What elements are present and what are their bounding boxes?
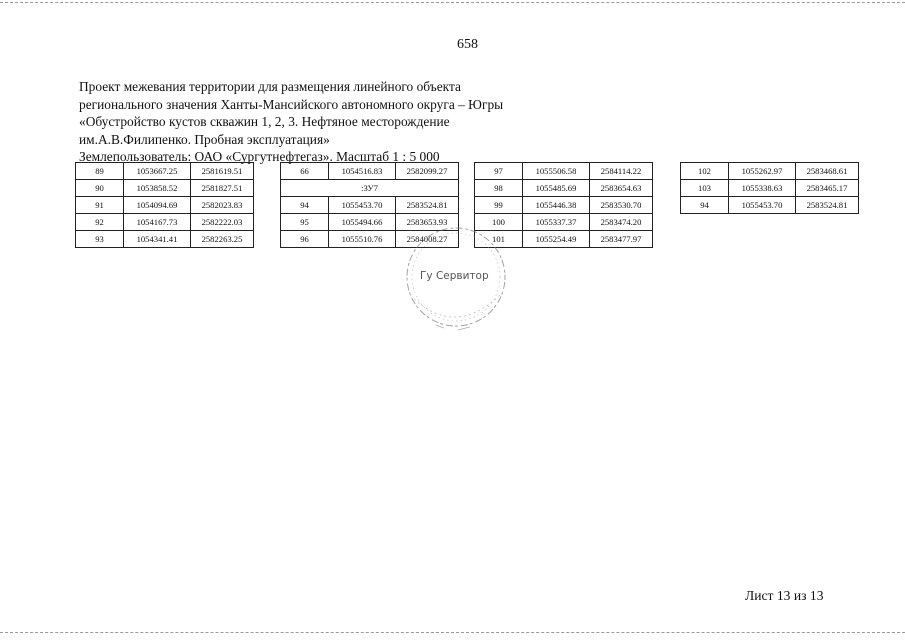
point-number: 100: [475, 214, 523, 231]
table-row: [76, 180, 254, 197]
table-row: [76, 214, 254, 231]
point-number: 103: [681, 180, 729, 197]
point-number: 95: [281, 214, 329, 231]
x-coordinate: 1054341.41: [124, 231, 191, 248]
stamp-text: Гу Сервитор: [420, 270, 489, 282]
point-number: 102: [681, 163, 729, 180]
x-coordinate: 1054516.83: [329, 163, 396, 180]
x-coordinate: 1053858.52: [124, 180, 191, 197]
x-coordinate: 1055262.97: [729, 163, 796, 180]
bottom-scan-edge: [0, 632, 905, 633]
x-coordinate: 1055453.70: [729, 197, 796, 214]
y-coordinate: 2583474.20: [590, 214, 653, 231]
table-row: [76, 231, 254, 248]
x-coordinate: 1055485.69: [523, 180, 590, 197]
point-number: 94: [681, 197, 729, 214]
point-number: 93: [76, 231, 124, 248]
document-title: [79, 78, 599, 166]
x-coordinate: 1055254.49: [523, 231, 590, 248]
sheet-number: Лист 13 из 13: [745, 588, 824, 603]
y-coordinate: 2584114.22: [590, 163, 653, 180]
point-number: 90: [76, 180, 124, 197]
y-coordinate: 2582099.27: [396, 163, 459, 180]
coordinates-table-4: [680, 162, 859, 214]
point-number: 97: [475, 163, 523, 180]
x-coordinate: 1055337.37: [523, 214, 590, 231]
y-coordinate: 2583468.61: [796, 163, 859, 180]
x-coordinate: 1055494.66: [329, 214, 396, 231]
land-user-and-scale: Землепользователь: ОАО «Сургутнефтегаз». Масштаб 1 : 5 000: [79, 149, 440, 165]
table-row: [475, 180, 653, 197]
x-coordinate: 1055453.70: [329, 197, 396, 214]
x-coordinate: 1054094.69: [124, 197, 191, 214]
point-number: 96: [281, 231, 329, 248]
y-coordinate: 2583477.97: [590, 231, 653, 248]
point-number: 98: [475, 180, 523, 197]
round-seal-stamp-icon: [396, 217, 526, 335]
coordinates-table-1: [75, 162, 254, 248]
y-coordinate: 2582222.03: [191, 214, 254, 231]
y-coordinate: 2583530.70: [590, 197, 653, 214]
x-coordinate: 1055510.76: [329, 231, 396, 248]
x-coordinate: 1053667.25: [124, 163, 191, 180]
point-number: 94: [281, 197, 329, 214]
y-coordinate: 2581827.51: [191, 180, 254, 197]
point-number: 91: [76, 197, 124, 214]
point-number: 89: [76, 163, 124, 180]
table-row: [281, 163, 459, 180]
table-row: [681, 163, 859, 180]
table-row: [475, 197, 653, 214]
x-coordinate: 1055506.58: [523, 163, 590, 180]
y-coordinate: 2583524.81: [796, 197, 859, 214]
table-row: [281, 180, 459, 197]
point-number: 99: [475, 197, 523, 214]
y-coordinate: 2583465.17: [796, 180, 859, 197]
table-row: [76, 197, 254, 214]
table-row: [681, 197, 859, 214]
point-number: 66: [281, 163, 329, 180]
y-coordinate: 2581619.51: [191, 163, 254, 180]
title-line: регионального значения Ханты-Мансийского автономного округа – Югры: [79, 96, 504, 112]
table-row: [281, 197, 459, 214]
title-line: им.А.В.Филипенко. Пробная эксплуатация»: [79, 131, 330, 147]
land-plot-label: :ЗУ7: [281, 180, 459, 197]
y-coordinate: 2582023.83: [191, 197, 254, 214]
y-coordinate: 2582263.25: [191, 231, 254, 248]
y-coordinate: 2583524.81: [396, 197, 459, 214]
title-line: «Обустройство кустов скважин 1, 2, 3. Нефтяное месторождение: [79, 114, 450, 130]
point-number: 101: [475, 231, 523, 248]
table-row: [681, 180, 859, 197]
y-coordinate: 2583653.93: [396, 214, 459, 231]
y-coordinate: 2583654.63: [590, 180, 653, 197]
x-coordinate: 1055446.38: [523, 197, 590, 214]
page-number: 658: [457, 37, 478, 52]
x-coordinate: 1055338.63: [729, 180, 796, 197]
title-line: Проект межевания территории для размещения линейного объекта: [79, 79, 461, 94]
top-scan-edge: [0, 2, 905, 3]
table-row: [475, 163, 653, 180]
point-number: 92: [76, 214, 124, 231]
y-coordinate: 2584008.27: [396, 231, 459, 248]
table-row: [76, 163, 254, 180]
x-coordinate: 1054167.73: [124, 214, 191, 231]
